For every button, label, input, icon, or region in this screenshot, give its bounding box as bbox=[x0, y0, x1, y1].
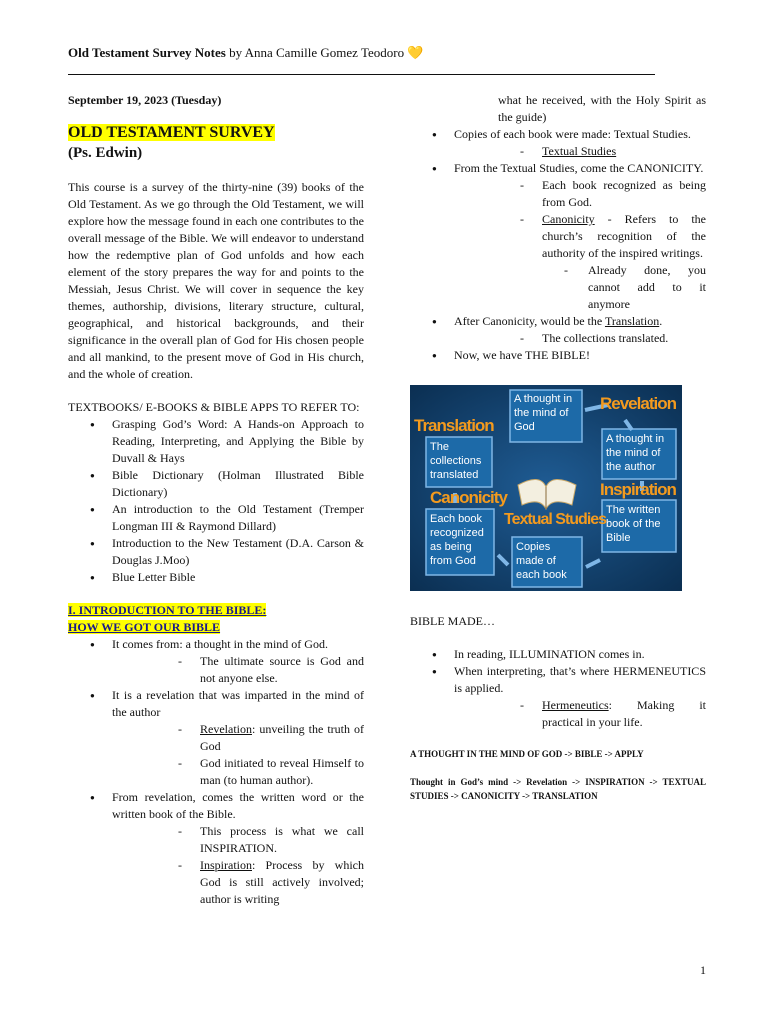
header-rule bbox=[68, 74, 655, 75]
textbooks-heading: TEXTBOOKS/ E-BOOKS & BIBLE APPS TO REFER TO: bbox=[68, 400, 360, 414]
list-item: ● Copies of each book were made: Textual Studies. - Textual Studies bbox=[410, 126, 706, 160]
process-bullets bbox=[410, 126, 706, 364]
page-title: OLD TESTAMENT SURVEY bbox=[68, 124, 275, 141]
section-heading: I. INTRODUCTION TO THE BIBLE: HOW WE GOT OUR BIBLE bbox=[68, 603, 267, 634]
sub-sub-item: - Already done, you cannot add to it anymore bbox=[542, 262, 706, 313]
summary-line-1: A THOUGHT IN THE MIND OF GOD -> BIBLE -> APPLY bbox=[410, 749, 644, 759]
list-item: ● In reading, ILLUMINATION comes in. bbox=[410, 646, 706, 663]
box-canonicity: Each book recognized as being from God bbox=[430, 513, 484, 567]
box-revelation: A thought in the mind of the author bbox=[606, 433, 665, 473]
sub-item: - Textual Studies bbox=[454, 143, 706, 160]
intro-bullets bbox=[68, 636, 364, 908]
list-item: ● Blue Letter Bible bbox=[68, 569, 364, 586]
list-item: ● Grasping God’s Word: A Hands-on Approach to Reading, Interpreting, and Applying the Bible by Duvall & Hays bbox=[68, 416, 364, 467]
document-byline: by Anna Camille Gomez Teodoro bbox=[225, 45, 408, 60]
sub-item: - This process is what we call INSPIRATION. bbox=[112, 823, 364, 857]
list-item: ● After Canonicity, would be the Translation. - The collections translated. bbox=[410, 313, 706, 347]
sub-item: - Inspiration: Process by which God is still actively involved; author is writing bbox=[112, 857, 364, 908]
sub-item: - Revelation: unveiling the truth of God bbox=[112, 721, 364, 755]
heart-icon: 💛 bbox=[407, 45, 424, 60]
list-item: ● When interpreting, that’s where HERMENEUTICS is applied. - Hermeneutics: Making it practical in your life. bbox=[410, 663, 706, 731]
left-column bbox=[68, 92, 364, 908]
list-item: ● An introduction to the Old Testament (Tremper Longman III & Raymond Dillard) bbox=[68, 501, 364, 535]
box-inspiration: The written book of the Bible bbox=[606, 504, 661, 544]
document-title: Old Testament Survey Notes bbox=[68, 45, 226, 60]
box-thought: A thought in the mind of God bbox=[514, 393, 573, 433]
sub-item: - Hermeneutics: Making it practical in your life. bbox=[454, 697, 706, 731]
list-item: ● Introduction to the New Testament (D.A. Carson & Douglas J.Moo) bbox=[68, 535, 364, 569]
label-revelation: Revelation bbox=[600, 394, 676, 413]
bible-process-diagram bbox=[410, 385, 682, 591]
sub-item: - Each book recognized as being from God. bbox=[454, 177, 706, 211]
page-subtitle: (Ps. Edwin) bbox=[68, 145, 143, 161]
list-item: ● It is a revelation that was imparted in the mind of the author - Revelation: unveiling the truth of God - God initiated to reveal Himself to man (to human author). bbox=[68, 687, 364, 789]
continued-text: what he received, with the Holy Spirit as the guide) bbox=[498, 93, 706, 124]
list-item: ● From revelation, comes the written word or the written book of the Bible. - This process is what we call INSPIRATION. - Inspiration: Process by which God is still actively involved; author is writing bbox=[68, 789, 364, 908]
box-translation: The collections translated bbox=[430, 441, 482, 481]
date: September 19, 2023 (Tuesday) bbox=[68, 93, 222, 107]
label-textual-studies: Textual Studies bbox=[504, 511, 607, 528]
sub-item: - The collections translated. bbox=[454, 330, 706, 347]
textbooks-list bbox=[68, 416, 364, 586]
list-item: ● Now, we have THE BIBLE! bbox=[410, 347, 706, 364]
list-item: ● From the Textual Studies, come the CANONICITY. - Each book recognized as being from God. - Canonicity - Refers to the church’s recognition of the authority of the inspired writings. - Already done, you cannot add to it anymore bbox=[410, 160, 706, 313]
list-item: ● It comes from: a thought in the mind of God. - The ultimate source is God and not anyone else. bbox=[68, 636, 364, 687]
label-translation: Translation bbox=[414, 416, 494, 435]
list-item: ● Bible Dictionary (Holman Illustrated Bible Dictionary) bbox=[68, 467, 364, 501]
box-textual-studies: Copies made of each book bbox=[516, 541, 567, 581]
intro-paragraph: This course is a survey of the thirty-nine (39) books of the Old Testament. As we go through the Old Testament, we will explore how the message found in each one contributes to the overall message of the Bible. We will endeavor to understand how the redemptive plan of God unfolds and how each element of the story prepares the way for and points to the Messiah, Jesus Christ. We will cover in sequence the key themes, authorship, divisions, literary structure, cultural, geographical, and historical backgrounds, and their significance in the overall plan of God for His chosen people and all mankind, to the present move of God in His church, and the whole of creation. bbox=[68, 180, 364, 381]
summary-line-2: Thought in God’s mind -> Revelation -> INSPIRATION -> TEXTUAL STUDIES -> CANONICITY -> TRANSLATION bbox=[410, 777, 706, 801]
sub-item: - God initiated to reveal Himself to man (to human author). bbox=[112, 755, 364, 789]
document-header bbox=[68, 44, 424, 61]
right-column bbox=[410, 92, 706, 364]
bible-made-bullets bbox=[410, 646, 706, 731]
label-inspiration: Inspiration bbox=[600, 480, 676, 499]
label-canonicity: Canonicity bbox=[430, 488, 507, 507]
page-number: 1 bbox=[700, 963, 706, 977]
right-column-lower bbox=[410, 613, 706, 803]
sub-item: - Canonicity - Refers to the church’s recognition of the authority of the inspired writings. - Already done, you cannot add to it anymore bbox=[454, 211, 706, 313]
bible-made-heading: BIBLE MADE… bbox=[410, 614, 495, 628]
sub-item: - The ultimate source is God and not anyone else. bbox=[112, 653, 364, 687]
